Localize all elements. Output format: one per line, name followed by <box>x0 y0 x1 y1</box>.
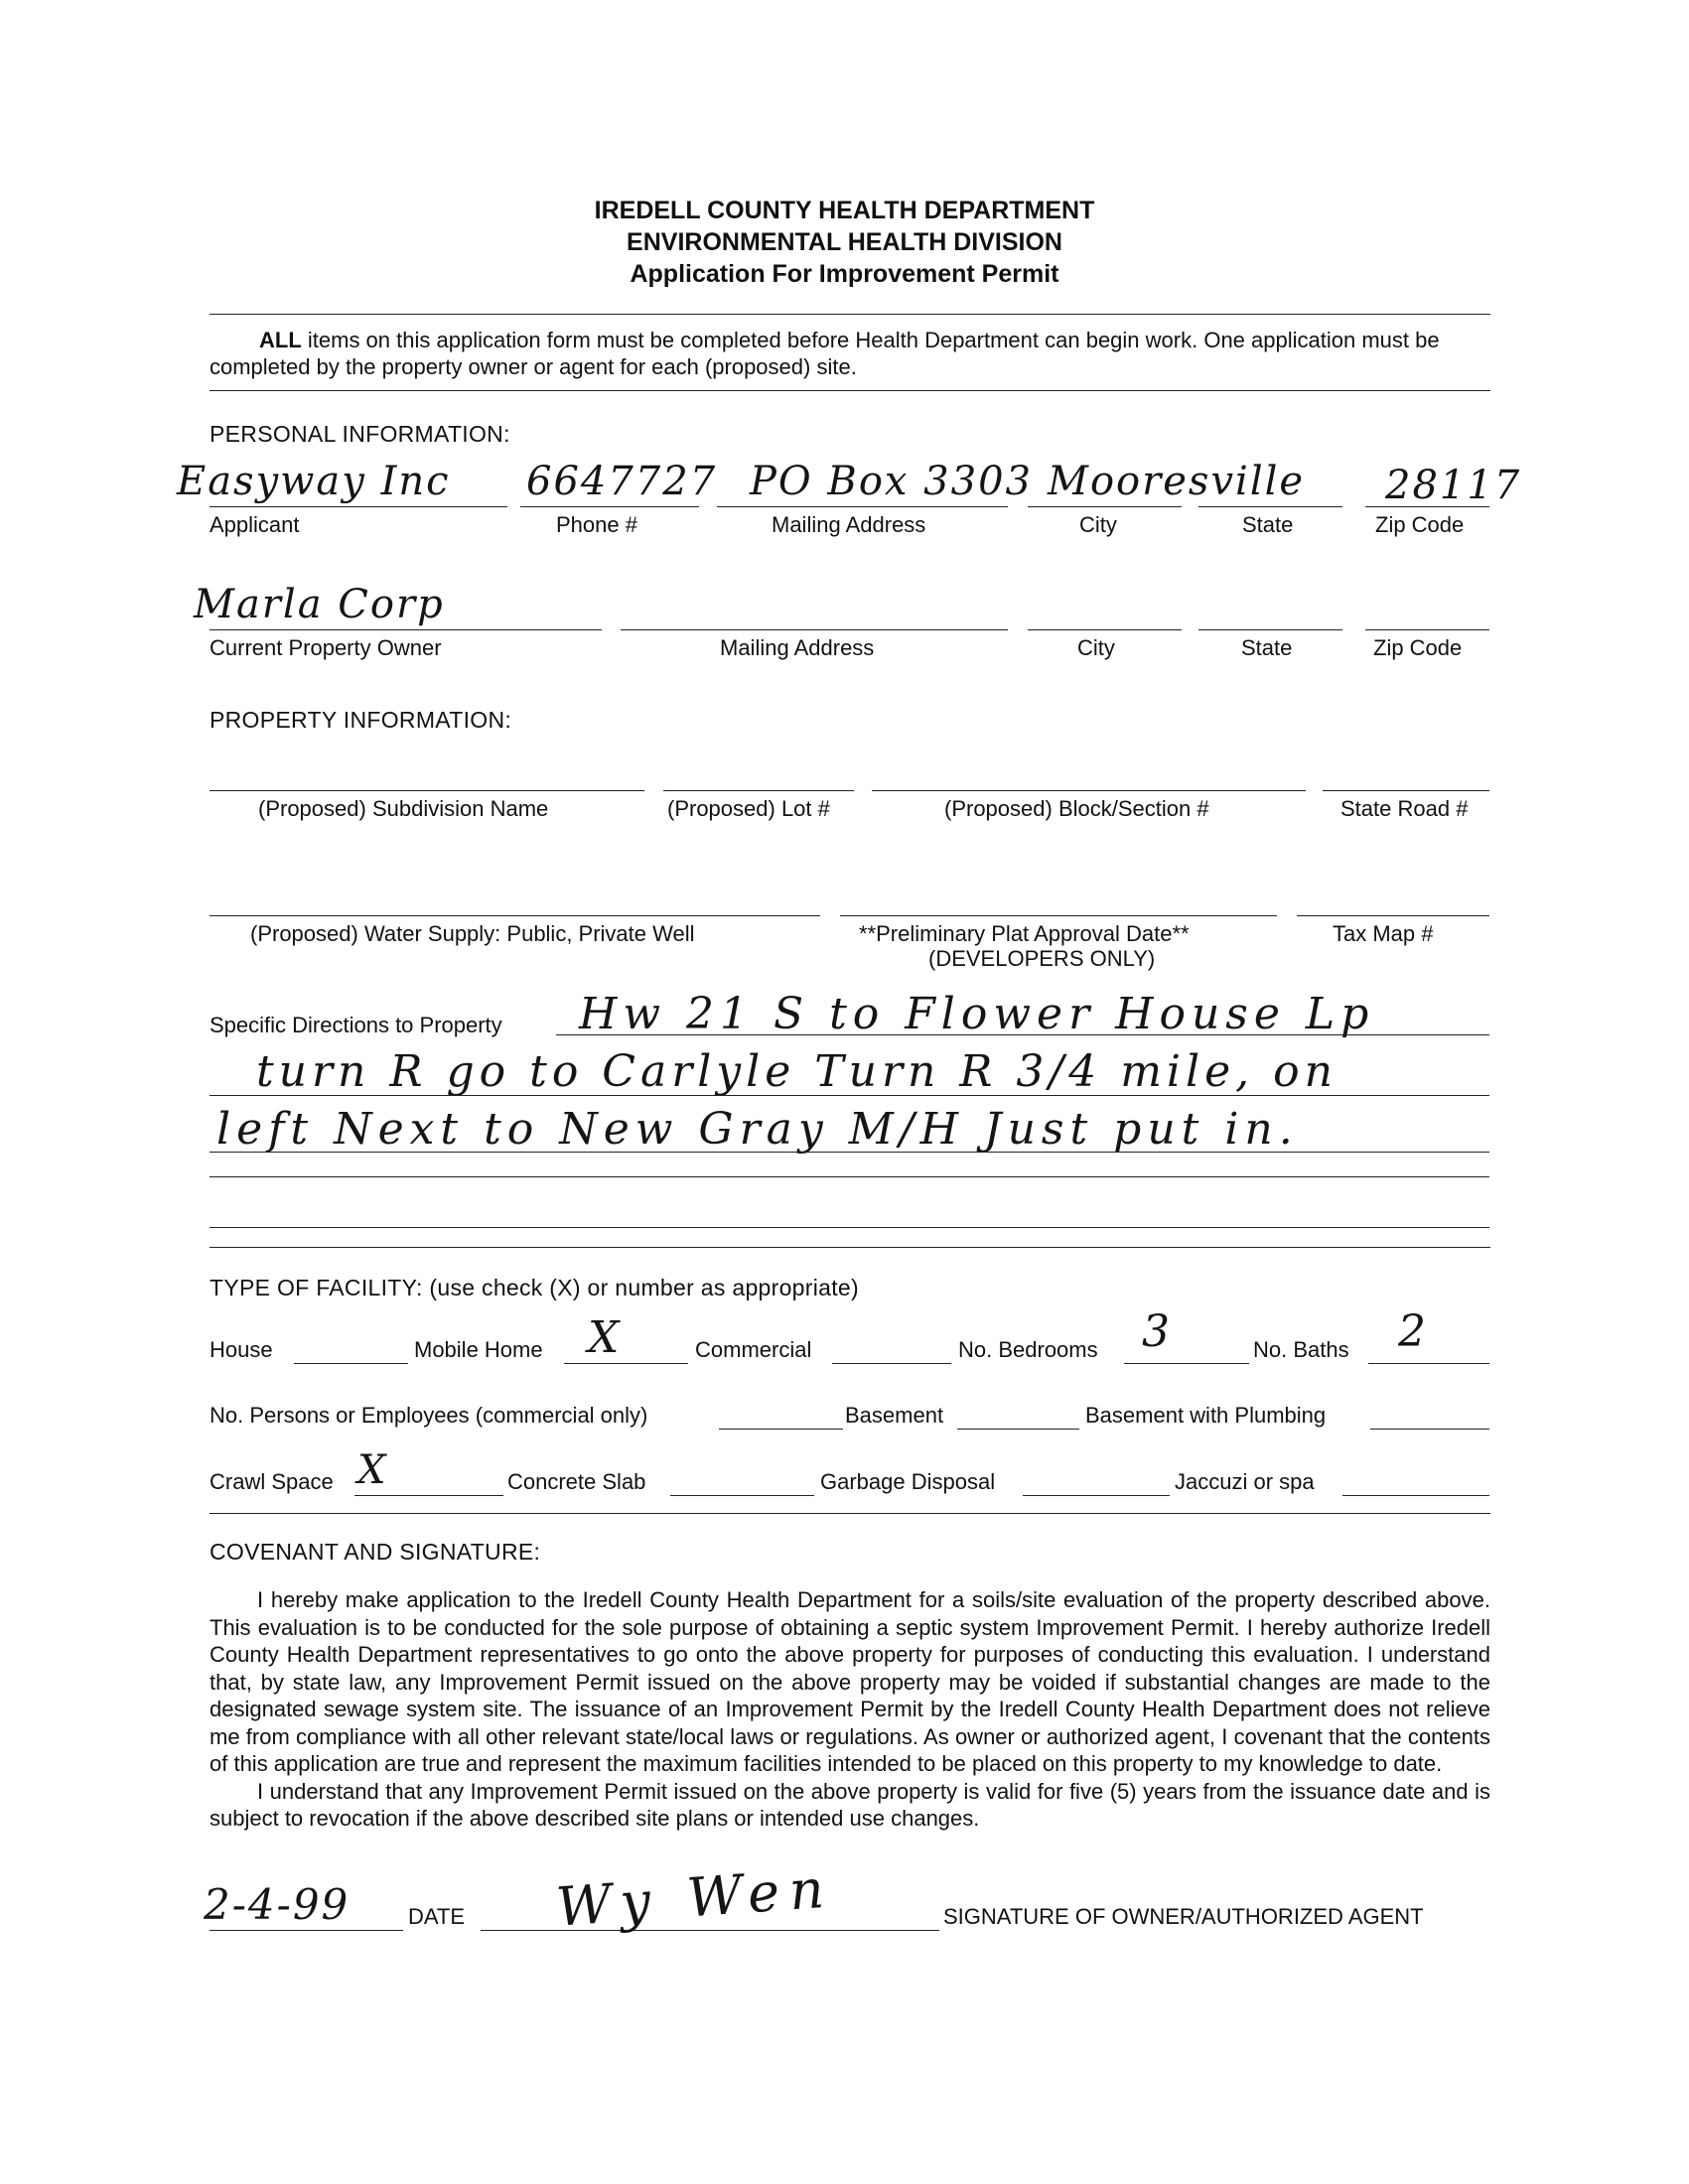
intro-text: items on this application form must be completed before Health Department can begin work. One application must be completed by the property owner or agent for each (proposed) site. <box>210 328 1440 379</box>
mobile-home-label: Mobile Home <box>414 1337 543 1362</box>
garbage-disposal-line <box>1023 1495 1170 1496</box>
road-label: State Road # <box>1340 796 1469 821</box>
baths-value[interactable]: 2 <box>1398 1306 1428 1357</box>
basement-line <box>957 1429 1079 1430</box>
city-value[interactable]: Mooresville <box>1048 459 1306 504</box>
block-label: (Proposed) Block/Section # <box>944 796 1209 821</box>
commercial-label: Commercial <box>695 1337 812 1362</box>
directions-rule-5 <box>210 1227 1489 1228</box>
subdivision-label: (Proposed) Subdivision Name <box>258 796 549 821</box>
block-line <box>872 790 1306 791</box>
garbage-disposal-label: Garbage Disposal <box>820 1469 996 1494</box>
date-value[interactable]: 2-4-99 <box>204 1880 351 1929</box>
directions-rule-1 <box>556 1034 1489 1035</box>
directions-rule-4 <box>210 1176 1489 1177</box>
owner-state-line <box>1198 629 1342 630</box>
zip-value[interactable]: 28117 <box>1385 463 1522 508</box>
mailing-address-label: Mailing Address <box>772 512 926 537</box>
city-label: City <box>1079 512 1117 537</box>
owner-mailing-label: Mailing Address <box>720 635 875 660</box>
crawl-space-label: Crawl Space <box>210 1469 334 1494</box>
commercial-line <box>832 1363 951 1364</box>
directions-line-2[interactable]: turn R go to Carlyle Turn R 3/4 mile, on <box>256 1046 1337 1097</box>
covenant-paragraph-2: I understand that any Improvement Permit issued on the above property is valid for five (5) years from the issuance date and is subject to revocation if the above described site plans or intended use changes. <box>210 1778 1490 1831</box>
basement-label: Basement <box>845 1403 944 1428</box>
baths-label: No. Baths <box>1253 1337 1349 1362</box>
phone-line <box>520 506 699 507</box>
zip-line <box>1365 506 1489 507</box>
jaccuzi-line <box>1342 1495 1489 1496</box>
lot-label: (Proposed) Lot # <box>667 796 830 821</box>
lot-line <box>663 790 854 791</box>
intro-bold-word: ALL <box>259 328 302 352</box>
water-line <box>210 915 820 916</box>
owner-line <box>210 629 602 630</box>
form-permit-title: Application For Improvement Permit <box>630 260 1059 288</box>
intro-divider <box>210 390 1490 391</box>
phone-label: Phone # <box>556 512 637 537</box>
property-divider <box>210 1247 1490 1248</box>
facility-divider <box>210 1513 1490 1514</box>
applicant-label: Applicant <box>210 512 300 537</box>
signature-value[interactable]: Wy Wen <box>554 1856 836 1939</box>
mobile-home-value[interactable]: X <box>588 1312 622 1363</box>
taxmap-label: Tax Map # <box>1333 921 1434 946</box>
covenant-heading: COVENANT AND SIGNATURE: <box>210 1539 541 1565</box>
directions-rule-2 <box>210 1095 1489 1096</box>
directions-label: Specific Directions to Property <box>210 1013 502 1037</box>
applicant-value[interactable]: Easyway Inc <box>177 459 451 504</box>
basement-plumbing-label: Basement with Plumbing <box>1085 1403 1327 1428</box>
owner-city-label: City <box>1077 635 1115 660</box>
city-line <box>1028 506 1182 507</box>
owner-zip-label: Zip Code <box>1373 635 1463 660</box>
plat-date-label: **Preliminary Plat Approval Date** <box>859 921 1190 946</box>
phone-value[interactable]: 6647727 <box>526 459 718 504</box>
subdivision-line <box>210 790 644 791</box>
water-supply-label: (Proposed) Water Supply: Public, Private Well <box>250 921 695 946</box>
state-label: State <box>1242 512 1294 537</box>
house-label: House <box>210 1337 273 1362</box>
mobile-home-line <box>564 1363 688 1364</box>
road-line <box>1323 790 1489 791</box>
covenant-text <box>210 1586 1490 1833</box>
date-line <box>210 1930 403 1931</box>
concrete-slab-label: Concrete Slab <box>507 1469 646 1494</box>
bedrooms-value[interactable]: 3 <box>1142 1306 1172 1357</box>
covenant-paragraph-1: I hereby make application to the Iredell County Health Department for a soils/site evaluation of the property described above. This evaluation is to be conducted for the sole purpose of obtaining a septic system Improvement Permit. I hereby authorize Iredell County Health Department representatives to go onto the above property for purposes of conducting this evaluation. I understand that, by state law, any Improvement Permit issued on the above property may be voided if substantial changes are made to the designated sewage system site. The issuance of an Improvement Permit by the Iredell County Health Department does not relieve me from compliance with all other relevant state/local laws or regulations. As owner or authorized agent, I covenant that the contents of this application are true and represent the maximum facilities intended to be placed on this property to my knowledge to date. <box>210 1587 1490 1776</box>
plat-line <box>840 915 1277 916</box>
concrete-slab-line <box>670 1495 814 1496</box>
taxmap-line <box>1297 915 1489 916</box>
owner-label: Current Property Owner <box>210 635 442 660</box>
crawl-space-line <box>354 1495 503 1496</box>
form-division-title: ENVIRONMENTAL HEALTH DIVISION <box>627 228 1062 256</box>
form-agency-title: IREDELL COUNTY HEALTH DEPARTMENT <box>594 197 1095 224</box>
owner-state-label: State <box>1241 635 1293 660</box>
facility-heading: TYPE OF FACILITY: (use check (X) or number as appropriate) <box>210 1275 859 1300</box>
baths-line <box>1368 1363 1489 1364</box>
header-divider <box>210 314 1490 315</box>
owner-city-line <box>1028 629 1182 630</box>
state-line <box>1198 506 1342 507</box>
owner-value[interactable]: Marla Corp <box>194 582 445 627</box>
house-line <box>294 1363 408 1364</box>
signature-label: SIGNATURE OF OWNER/AUTHORIZED AGENT <box>943 1904 1424 1929</box>
property-info-heading: PROPERTY INFORMATION: <box>210 707 512 733</box>
directions-rule-3 <box>210 1152 1489 1153</box>
mailing-line <box>717 506 1008 507</box>
personal-info-heading: PERSONAL INFORMATION: <box>210 421 510 447</box>
plat-developers-note: (DEVELOPERS ONLY) <box>928 946 1156 971</box>
persons-line <box>719 1429 843 1430</box>
signature-line <box>481 1930 939 1931</box>
directions-line-3[interactable]: left Next to New Gray M/H Just put in. <box>216 1104 1299 1155</box>
basement-plumbing-line <box>1370 1429 1489 1430</box>
intro-instructions <box>210 327 1495 380</box>
owner-zip-line <box>1365 629 1489 630</box>
mailing-address-value[interactable]: PO Box 3303 <box>750 459 1033 504</box>
bedrooms-line <box>1124 1363 1249 1364</box>
date-label: DATE <box>408 1904 466 1929</box>
zip-label: Zip Code <box>1375 512 1465 537</box>
jaccuzi-label: Jaccuzi or spa <box>1175 1469 1315 1494</box>
owner-mailing-line <box>621 629 1008 630</box>
persons-label: No. Persons or Employees (commercial only) <box>210 1403 648 1428</box>
crawl-space-value[interactable]: X <box>357 1447 388 1493</box>
directions-line-1[interactable]: Hw 21 S to Flower House Lp <box>579 989 1375 1039</box>
bedrooms-label: No. Bedrooms <box>958 1337 1098 1362</box>
applicant-line <box>210 506 507 507</box>
